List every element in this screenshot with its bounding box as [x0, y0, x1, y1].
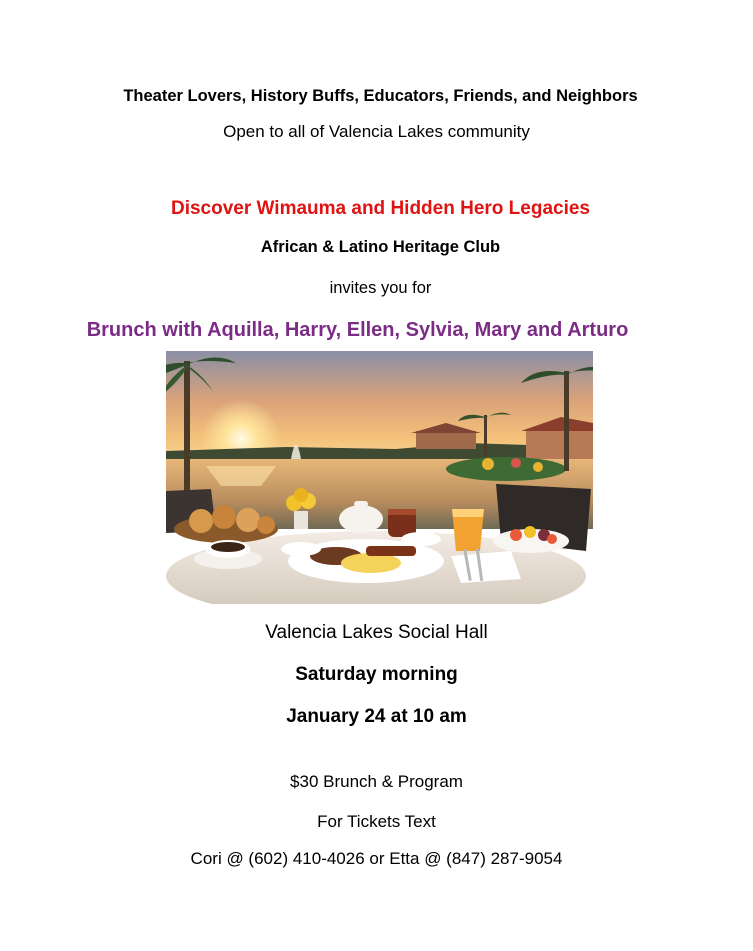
host-club: African & Latino Heritage Club	[260, 238, 501, 256]
invite-text: invites you for	[329, 279, 432, 297]
tickets-label: For Tickets Text	[317, 812, 436, 831]
event-date-time: January 24 at 10 am	[286, 706, 467, 727]
venue: Valencia Lakes Social Hall	[265, 622, 488, 643]
open-to-line: Open to all of Valencia Lakes community	[223, 122, 530, 141]
brunch-lake-photo	[166, 351, 593, 604]
price-line: $30 Brunch & Program	[290, 772, 463, 791]
brunch-with-heading: Brunch with Aquilla, Harry, Ellen, Sylvia, Mary and Arturo	[86, 319, 629, 341]
event-title: Discover Wimauma and Hidden Hero Legacies	[170, 198, 590, 219]
audience-line: Theater Lovers, History Buffs, Educators, Friends, and Neighbors	[123, 87, 638, 105]
event-day: Saturday morning	[295, 664, 458, 685]
contact-numbers: Cori @ (602) 410-4026 or Etta @ (847) 287-9054	[190, 849, 563, 868]
